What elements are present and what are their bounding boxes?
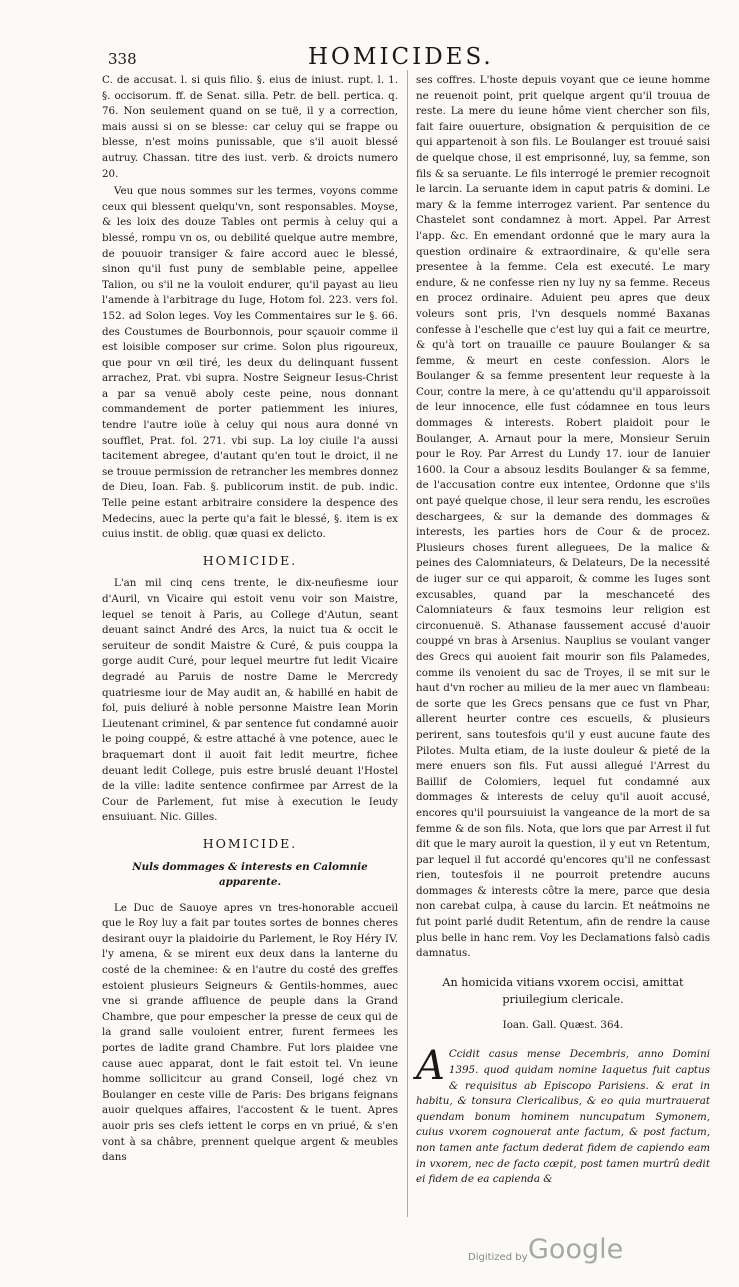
page-header bbox=[108, 44, 711, 72]
right-column bbox=[416, 73, 710, 1190]
left-column bbox=[102, 73, 398, 1168]
paragraph-boulanger: ses coffres. L'hoste depuis voyant que ce ieune homme ne reuenoit point, prit quelque argent qu'il trouua de reste. La mere du ieune hôme vient chercher son fils, fait faire ouuerture, obsignation & perquisition de ce qui appartenoit à son fils. Le Boulanger est trouué saisi de quelque chose, il est emprisonné, luy, sa femme, son fils & sa seruante. Le fils interrogé le premier recognoit le larcin. La seruante idem in caput patris & domini. Le mary & la femme interrogez varient. Par sentence du Chastelet sont condamnez à mort. Appel. Par Arrest l'app. &c. En emendant ordonné que le mary aura la question ordinaire & extraordinaire, & qu'elle sera presentee à la femme. Cela est executé. Le mary endure, & ne confesse rien ny luy ny sa femme. Receus en procez ordinaire. Aduient peu apres que deux voleurs sont pris, l'vn desquels nommé Baxanas confesse à l'eschelle que c'est luy qui a fait ce meurtre, & qu'à tort on trauaille ce pauure Boulanger & sa femme, & meurt en ceste confession. Alors le Boulanger & sa femme presentent leur requeste à la Cour, contre la mere, à ce qu'attendu qu'il apparoissoit de leur innocence, elle fust códamnee en tous leurs dommages & interests. Robert plaidoit pour le Boulanger, A. Arnaut pour la mere, Monsieur Seruin pour le Roy. Par Arrest du Lundy 17. iour de Ianuier 1600. la Cour a absouz lesdits Boulanger & sa femme, de l'accusation contre eux intentee, Ordonne que s'ils ont payé quelque chose, il leur sera rendu, les escroües deschargees, & sur la demande des dommages & interests, les parties hors de Cour & de procez. Plusieurs choses furent alleguees, De la malice & peines des Calomniateurs, & Delateurs, De la necessité de iuger sur ce qui apparoit, & comme les Iuges sont excusables, quand par la meschanceté des Calomniateurs & faux tesmoins leur religion est circonuenuë. S. Athanase faussement accusé d'auoir couppé vn bras à Arsenius. Nauplius se voulant vanger des Grecs qui auoient fait mourir son fils Palamedes, comme ils venoient du sac de Troyes, il se mit sur le haut d'vn rocher au milieu de la mer auec vn flambeau: de sorte que les Grecs pensans que ce fust vn Phar, allerent heurter contre ces escueils, & plusieurs perirent, sans toutesfois qu'il y eust aucune faute des Pilotes. Multa etiam, de la iuste douleur & pieté de la mere enuers son fils. Fut aussi allegué l'Arrest du Baillif de Colomiers, lequel fut condamné aux dommages & interests de celuy qu'il auoit accusé, encores qu'il poursuiuist la vangeance de la mort de sa femme & de son fils. Nota, que lors que par Arrest il fut dit que le mary auroit la question, il y eut vn Retentum, par lequel il fut accordé qu'encores qu'il ne confessast rien, toutesfois il ne pourroit pretendre aucuns dommages & interests côtre la mere, parce que desia non carebat culpa, à cause du larcin. Et neátmoins ne fut point parlé dudit Retentum, afin de rendre la cause plus belle in hanc rem. Voy les Declamations falsò cadis damnatus. bbox=[416, 74, 710, 960]
paragraph-vicaire: L'an mil cinq cens trente, le dix-neufiesme iour d'Auril, vn Vicaire qui estoit venu voir son Maistre, lequel se tenoit à Paris, au College d'Autun, seant deuant sainct André des Arcs, la nuict tua & occit le seruiteur de sondit Maistre & Curé, & puis couppa la gorge audit Curé, pour lequel meurtre fut ledit Vicaire degradé au Paruis de nostre Dame le Mercredy quatriesme iour de May audit an, & habillé en habit de fol, puis deliuré à noble personne Maistre Iean Morin Lieutenant criminel, & par sentence fut condamné auoir le poing couppé, & estre attaché à vne potence, auec le braquemart dont il auoit fait ledit meurtre, fichee deuant ledit College, puis estre bruslé deuant l'Hostel de la ville: ladite sentence confirmee par Arrest de la Cour de Parlement, fut mise à execution le Ieudy ensuiuant. Nic. Gilles. bbox=[102, 577, 398, 824]
google-wordmark: Google bbox=[528, 1234, 624, 1265]
source-reference: Ioan. Gall. Quæst. 364. bbox=[502, 1018, 624, 1031]
paragraph-blessures: Veu que nous sommes sur les termes, voyons comme ceux qui blessent quelqu'vn, sont responsables. Moyse, & les loix des douze Tables ont permis à celuy qui a blessé, rompu vn os, ou debilité quelque autre membre, de pouuoir transiger & faire accord auec le blessé, sinon qu'il fust puny de semblable peine, appellee Talion, ou s'il ne la vouloit endurer, qu'il payast au lieu l'amende à l'arbitrage du Iuge, Hotom fol. 223. vers fol. 152. ad Solon leges. Voy les Commentaires sur le §. 66. des Coustumes de Bourbonnois, pour sçauoir comme il est loisible composer sur crime. Solon plus rigoureux, que pour vn œil tiré, les deux du delinquant fussent arrachez, Prat. vbi supra. Nostre Seigneur Iesus-Christ a par sa venuë aboly ceste peine, nous donnant commandement de porter patiemment les iniures, tendre l'autre ioüe à celuy qui nous aura donné vn soufflet, Prat. fol. 271. vbi sup. La loy ciuile l'a aussi tacitement abregee, d'autant qu'en tout le droict, il ne se trouue permission de retrancher les membres donnez de Dieu, Ioan. Fab. §. publicorum instit. de pub. indic. Telle peine estant arbitraire considere la despence des Medecins, auec la perte qu'a fait le blessé, §. item is ex cuius instit. de oblig. quæ quasi ex delicto. bbox=[102, 185, 398, 541]
section-subheading: Nuls dommages & interests en Calomnie apparente. bbox=[132, 860, 368, 889]
column-divider bbox=[407, 70, 408, 1217]
running-title: HOMICIDES. bbox=[308, 44, 494, 70]
latin-paragraph-text: Ccidit casus mense Decembris, anno Domini 1395. quod quidam nomine Iaquetus fuit captus & requisitus ab Episcopo Parisiens. & erat in habitu, & tonsura Clericalibus, & eo quia murtrauerat quendam bonum hominem nuncupatum Symonem, cuius vxorem cognouerat ante factum, & post factum, non tamen ante factum dederat fidem de capiendo eam in vxorem, nec de facto cœpit, post tamen murtrû dedit ei fidem de ea capienda & bbox=[416, 1048, 710, 1186]
page-number: 338 bbox=[108, 50, 137, 68]
paragraph-duc-de-sauoye: Le Duc de Sauoye apres vn tres-honorable accueil que le Roy luy a fait par toutes sortes de bonnes cheres desirant ouyr la plaidoirie du Parlement, le Roy Héry IV. l'y amena, & se mirent eux deux dans la lanterne du costé de la cheminee: & en l'autre du costé des greffes estoient plusieurs Seigneurs & Gentils-hommes, auec vne si grande affluence de peuple dans la Grand Chambre, que pour empescher la presse de ceux qui de la grand salle vouloient entrer, furent fermees les portes de ladite grand Chambre. Fut lors plaidee vne cause auec apparat, dont le fait estoit tel. Vn ieune homme sollicitcur au grand Conseil, logé chez vn Boulanger en ceste ville de Paris: Des brigans feignans auoir quelques affaires, l'accostent & le tuent. Apres auoir pris ses clefs iettent le corps en vn priué, & s'en vont à sa châbre, prennent quelque argent & meubles dans bbox=[102, 901, 398, 1164]
section-heading-homicide-1: HOMICIDE. bbox=[202, 552, 298, 568]
latin-paragraph bbox=[416, 1043, 710, 1187]
section-heading-homicide-2: HOMICIDE. bbox=[202, 835, 298, 851]
digitized-by-label: Digitized by bbox=[468, 1252, 528, 1263]
latin-question-heading: An homicida vitians vxorem occisi, amittat priuilegium clericale. bbox=[442, 975, 684, 1006]
drop-cap-letter: A bbox=[416, 1043, 445, 1090]
paragraph-citations: C. de accusat. l. si quis filio. §. eius de iniust. rupt. l. 1. §. occisorum. ff. de Senat. silla. Petr. de bell. pertica. q. 76. Non seulement quand on se tuë, il y a correction, mais aussi si on se blesse: car celuy qui se frappe ou blesse, n'est moins punissable, que s'il auoit blessé autruy. Chassan. titre des iust. verb. & droicts numero 20. bbox=[102, 74, 398, 180]
